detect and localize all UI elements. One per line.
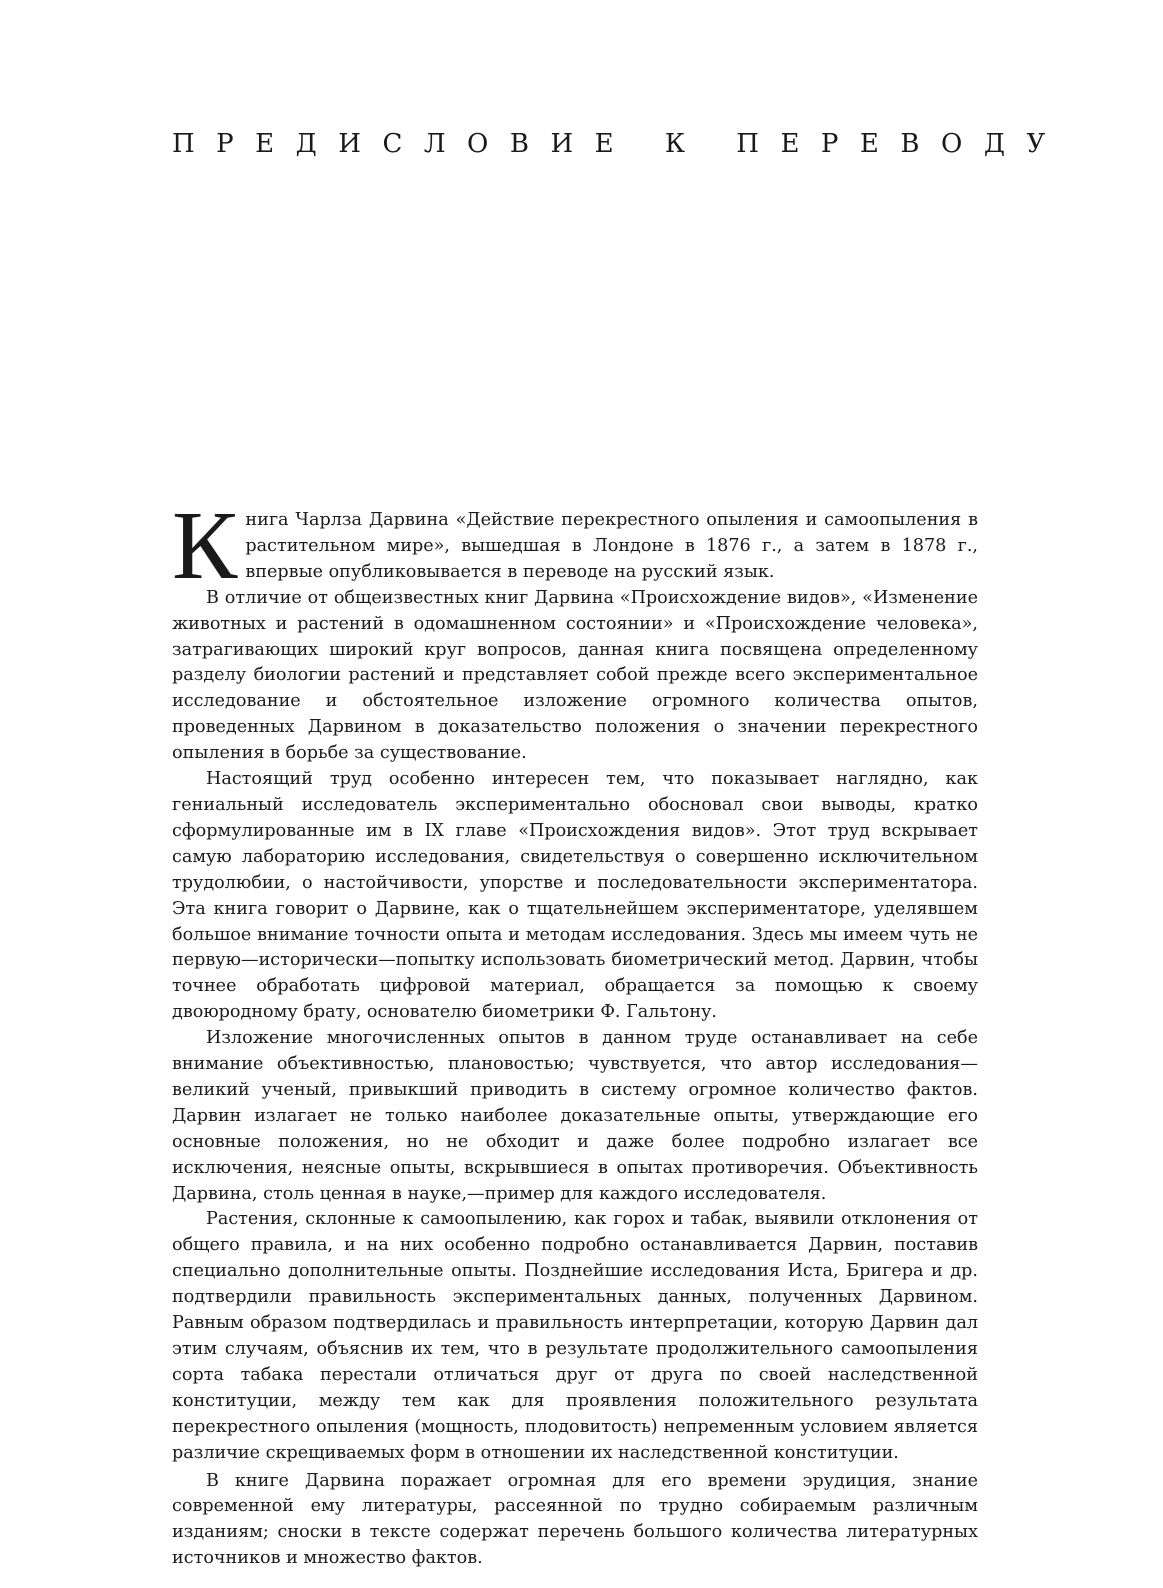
body-text <box>172 492 978 1572</box>
drop-cap: К <box>172 492 238 600</box>
paragraph: Изложение многочисленных опытов в данном труде останавливает на себе внимание объективностью, плановостью; чувствуется, что автор исследования—великий ученый, привыкший приводить в систему огромное количество фактов. Дарвин излагает не только наиболее доказательные опыты, утверждающие его основные положения, но не обходит и даже более подробно излагает все исключения, неясные опыты, вскрывшиеся в опытах противоречия. Объективность Дарвина, столь ценная в науке,—пример для каждого исследователя. <box>172 1028 978 1204</box>
intro-text: нига Чарлза Дарвина «Действие перекрестного опыления и самоопыления в растительном мире», вышедшая в Лондоне в 1876 г., а затем в 1878 г., впервые опубликовывается в переводе на русский язык. <box>245 510 978 582</box>
intro-paragraph <box>172 492 978 600</box>
paragraph: Настоящий труд особенно интересен тем, что показывает наглядно, как гениальный исследователь экспериментально обосновал свои выводы, кратко сформулированные им в IX главе «Происхождения видов». Этот труд вскрывает самую лабораторию исследования, свидетельствуя о совершенно исключительном трудолюбии, о настойчивости, упорстве и последовательности экспериментатора. Эта книга говорит о Дарвине, как о тщательнейшем экспериментаторе, уделявшем большое внимание точности опыта и методам исследования. Здесь мы имеем чуть не первую—исторически—попытку использовать биометрический метод. Дарвин, чтобы точнее обработать цифровой материал, обращается за помощью к своему двоюродному брату, основателю биометрики Ф. Гальтону. <box>172 769 978 1023</box>
paragraph: В отличие от общеизвестных книг Дарвина «Происхождение видов», «Изменение животных и растений в одомашненном состоянии» и «Происхождение человека», затрагивающих широкий круг вопросов, данная книга посвящена определенному разделу биологии растений и представляет собой прежде всего экспериментальное исследование и обстоятельное изложение огромного количества опытов, проведенных Дарвином в доказательство положения о значении перекрестного опыления в борьбе за существование. <box>172 587 978 764</box>
paragraph: В книге Дарвина поражает огромная для его времени эрудиция, знание современной ему литературы, рассеянной по трудно собираемым различным изданиям; сноски в тексте содержат перечень большого количества литературных источников и множество фактов. <box>172 1470 978 1569</box>
page-title: ПРЕДИСЛОВИЕ К ПЕРЕВОДУ <box>172 129 1067 159</box>
paragraph: Растения, склонные к самоопылению, как горох и табак, выявили отклонения от общего правила, и на них особенно подробно останавливается Дарвин, поставив специально дополнительные опыты. Позднейшие исследования Иста, Бригера и др. подтвердили правильность экспериментальных данных, полученных Дарвином. Равным образом подтвердилась и правильность интерпретации, которую Дарвин дал этим случаям, объяснив их тем, что в результате продолжительного самоопыления сорта табака перестали отличаться друг от друга по своей наследственной конституции, между тем как для проявления положительного результата перекрестного опыления (мощность, плодовитость) непременным условием является различие скрещиваемых форм в отношении их наследственной конституции. <box>172 1209 978 1463</box>
